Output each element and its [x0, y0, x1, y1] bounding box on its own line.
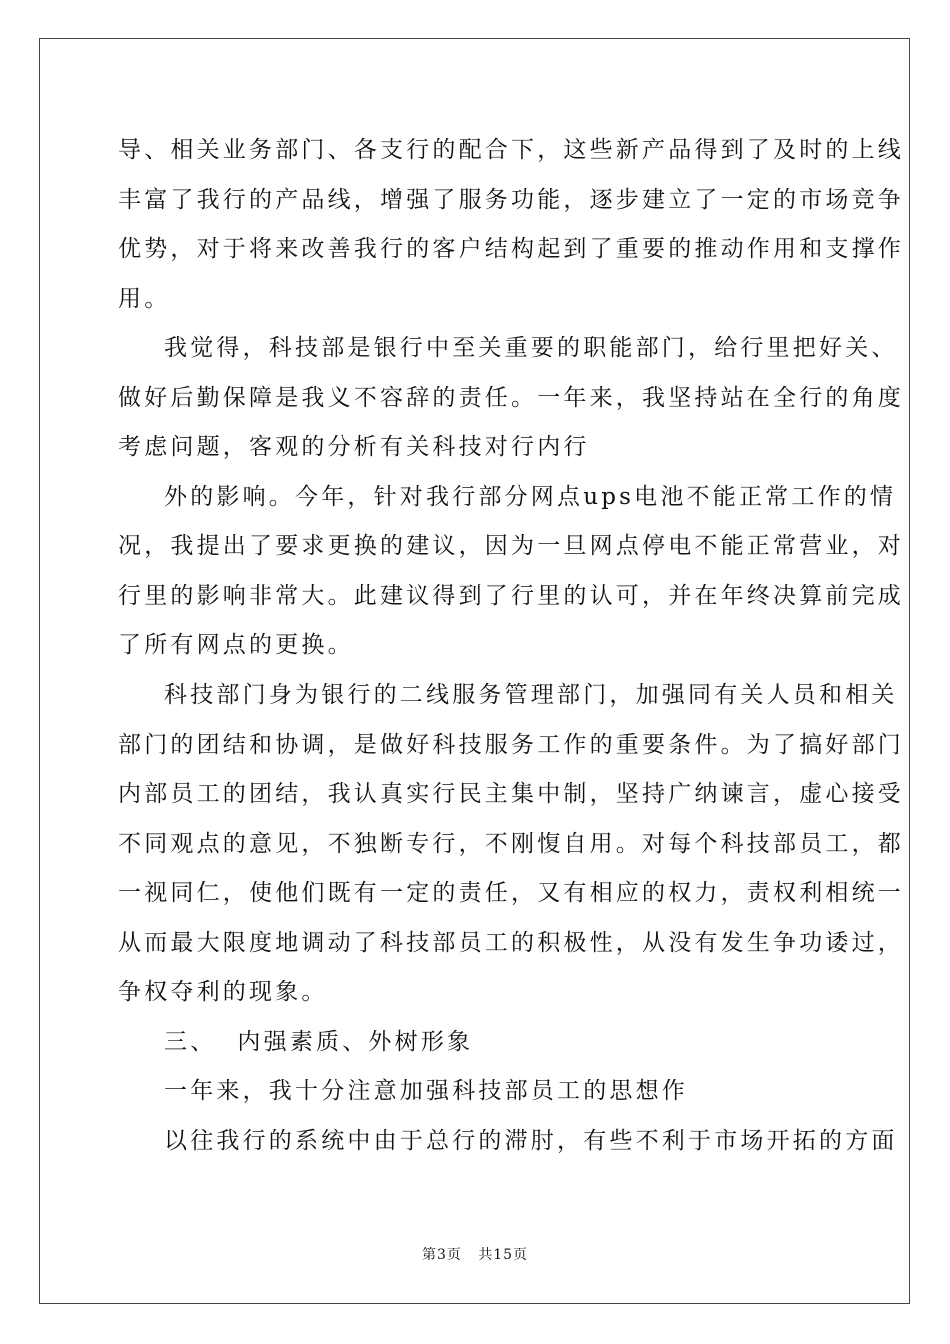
- text-line: 部门的团结和协调，是做好科技服务工作的重要条件。为了搞好部门: [118, 732, 904, 758]
- text-line: 争权夺利的现象。: [118, 979, 328, 1005]
- page-border: [39, 38, 910, 1304]
- text-line: 内部员工的团结，我认真实行民主集中制，坚持广纳谏言，虚心接受: [118, 781, 904, 807]
- text-line: 优势，对于将来改善我行的客户结构起到了重要的推动作用和支撑作: [118, 236, 904, 262]
- text-line: 从而最大限度地调动了科技部员工的积极性，从没有发生争功诿过，: [118, 930, 904, 956]
- text-line: 做好后勤保障是我义不容辞的责任。一年来，我坚持站在全行的角度: [118, 385, 904, 411]
- text-line: 外的影响。今年，针对我行部分网点ups电池不能正常工作的情: [164, 484, 897, 510]
- text-line: 用。: [118, 286, 171, 312]
- text-line: 导、相关业务部门、各支行的配合下，这些新产品得到了及时的上线: [118, 137, 904, 163]
- text-line: 不同观点的意见，不独断专行，不刚愎自用。对每个科技部员工，都: [118, 831, 904, 857]
- text-line: 了所有网点的更换。: [118, 632, 354, 658]
- text-line: 一年来，我十分注意加强科技部员工的思想作: [164, 1078, 688, 1104]
- section-heading: 三、 内强素质、外树形象: [164, 1029, 474, 1055]
- page-number: 第3页 共15页: [421, 1247, 529, 1263]
- text-line: 以往我行的系统中由于总行的滞肘，有些不利于市场开拓的方面: [164, 1128, 898, 1154]
- text-line: 我觉得，科技部是银行中至关重要的职能部门，给行里把好关、: [164, 335, 898, 361]
- text-line: 况，我提出了要求更换的建议，因为一旦网点停电不能正常营业，对: [118, 533, 904, 559]
- text-line: 考虑问题，客观的分析有关科技对行内行: [118, 434, 590, 460]
- text-line: 行里的影响非常大。此建议得到了行里的认可，并在年终决算前完成: [118, 583, 904, 609]
- text-line: 一视同仁，使他们既有一定的责任，又有相应的权力，责权利相统一: [118, 880, 904, 906]
- text-line: 科技部门身为银行的二线服务管理部门，加强同有关人员和相关: [164, 682, 898, 708]
- text-line: 丰富了我行的产品线，增强了服务功能，逐步建立了一定的市场竞争: [118, 187, 904, 213]
